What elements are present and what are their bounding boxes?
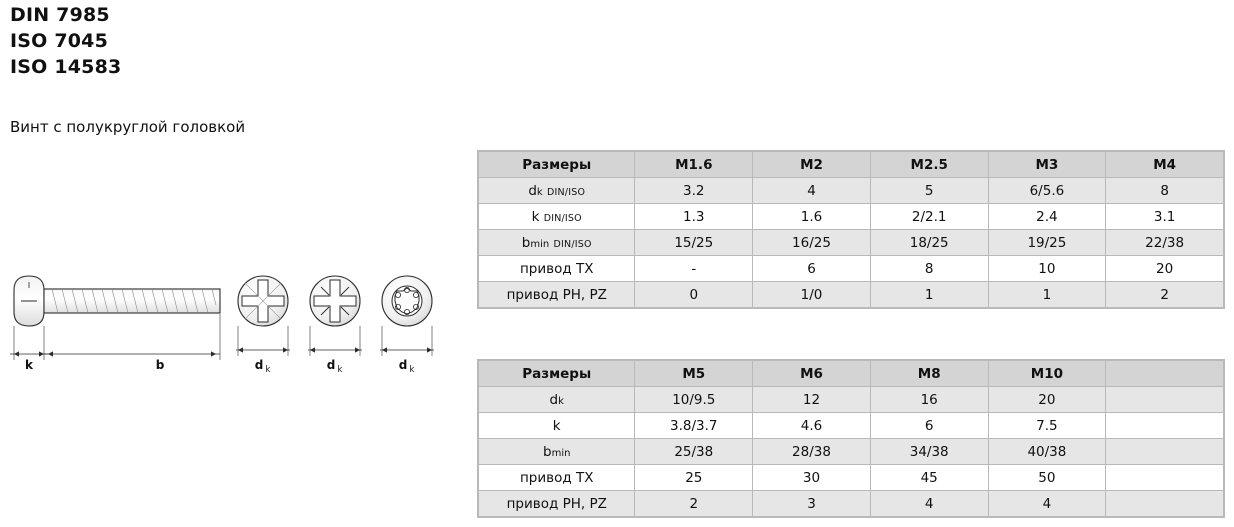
dimension-dk-sub-1: k [265, 365, 271, 375]
table-small [478, 151, 1224, 308]
row-label-k: k DIN/ISO [479, 204, 635, 230]
cell: 3.8/3.7 [635, 413, 753, 439]
cell: 34/38 [870, 439, 988, 465]
cell: 2.4 [988, 204, 1106, 230]
cell: 1.6 [753, 204, 871, 230]
cell: 15/25 [635, 230, 753, 256]
cell: 10/9.5 [635, 387, 753, 413]
cell: 45 [870, 465, 988, 491]
dimension-dk-sub-3: k [409, 365, 415, 375]
table-row [479, 387, 1224, 413]
dimension-dk-sub-2: k [337, 365, 343, 375]
col-header-0: Размеры [479, 361, 635, 387]
screw-side-view [10, 276, 220, 372]
cell: 6 [753, 256, 871, 282]
dimension-b-label: b [155, 358, 165, 372]
cell: 4 [753, 178, 871, 204]
cell: 5 [870, 178, 988, 204]
table-row [479, 413, 1224, 439]
cell: 4.6 [753, 413, 871, 439]
cell: 40/38 [988, 439, 1106, 465]
cell: 19/25 [988, 230, 1106, 256]
cell: 8 [870, 256, 988, 282]
table-row [479, 178, 1224, 204]
cell: 8 [1106, 178, 1224, 204]
table-row [479, 256, 1224, 282]
cell: 7.5 [988, 413, 1106, 439]
cell: 1 [988, 282, 1106, 308]
cell: 3.2 [635, 178, 753, 204]
cell-empty [1106, 439, 1224, 465]
cell: 30 [753, 465, 871, 491]
table-row [479, 491, 1224, 517]
product-subtitle: Винт с полукруглой головкой [10, 118, 246, 136]
table-row [479, 465, 1224, 491]
cell: - [635, 256, 753, 282]
col-header-4: M3 [988, 152, 1106, 178]
cell-empty [1106, 491, 1224, 517]
col-header-0: Размеры [479, 152, 635, 178]
col-header-4: M10 [988, 361, 1106, 387]
pz-drive-head [308, 276, 362, 375]
cell-empty [1106, 413, 1224, 439]
cell: 2/2.1 [870, 204, 988, 230]
col-header-1: M5 [635, 361, 753, 387]
row-label-phpz: привод PH, PZ [479, 491, 635, 517]
cell-empty [1106, 387, 1224, 413]
cell: 18/25 [870, 230, 988, 256]
col-header-2: M6 [753, 361, 871, 387]
row-label-k: k [479, 413, 635, 439]
cell: 16/25 [753, 230, 871, 256]
col-header-1: M1.6 [635, 152, 753, 178]
row-label-phpz: привод PH, PZ [479, 282, 635, 308]
cell: 10 [988, 256, 1106, 282]
table-row [479, 230, 1224, 256]
cell: 0 [635, 282, 753, 308]
table-row-header [479, 361, 1224, 387]
cell: 50 [988, 465, 1106, 491]
dimensions-table-small [477, 150, 1225, 309]
dimension-dk-label-2: d [326, 358, 336, 372]
row-label-dk: dk DIN/ISO [479, 178, 635, 204]
col-header-5-empty [1106, 361, 1224, 387]
dimension-dk-label-3: d [398, 358, 408, 372]
cell: 16 [870, 387, 988, 413]
cell: 3 [753, 491, 871, 517]
table-row-header [479, 152, 1224, 178]
dimension-dk-label-1: d [254, 358, 264, 372]
row-label-tx: привод TX [479, 465, 635, 491]
row-label-bmin: bmin [479, 439, 635, 465]
col-header-2: M2 [753, 152, 871, 178]
technical-drawing [0, 268, 460, 398]
table-row [479, 204, 1224, 230]
screw-drawing-svg [0, 268, 460, 398]
cell-empty [1106, 465, 1224, 491]
dimensions-table-large [477, 359, 1225, 518]
table-row [479, 439, 1224, 465]
cell: 2 [1106, 282, 1224, 308]
cell: 25 [635, 465, 753, 491]
dimension-k-label: k [25, 358, 33, 372]
tx-drive-head [380, 276, 434, 375]
cell: 4 [988, 491, 1106, 517]
cell: 25/38 [635, 439, 753, 465]
row-label-bmin: bmin DIN/ISO [479, 230, 635, 256]
row-label-tx: привод TX [479, 256, 635, 282]
table-row [479, 282, 1224, 308]
cell: 3.1 [1106, 204, 1224, 230]
standard-iso-7045: ISO 7045 [10, 30, 109, 52]
cell: 6 [870, 413, 988, 439]
cell: 1/0 [753, 282, 871, 308]
col-header-5: M4 [1106, 152, 1224, 178]
cell: 12 [753, 387, 871, 413]
table-large [478, 360, 1224, 517]
row-label-dk: dk [479, 387, 635, 413]
cell: 4 [870, 491, 988, 517]
ph-drive-head [236, 276, 290, 375]
cell: 2 [635, 491, 753, 517]
cell: 6/5.6 [988, 178, 1106, 204]
col-header-3: M8 [870, 361, 988, 387]
cell: 1.3 [635, 204, 753, 230]
col-header-3: M2.5 [870, 152, 988, 178]
cell: 28/38 [753, 439, 871, 465]
standard-iso-14583: ISO 14583 [10, 56, 122, 78]
cell: 22/38 [1106, 230, 1224, 256]
cell: 20 [1106, 256, 1224, 282]
standard-din-7985: DIN 7985 [10, 4, 110, 26]
standards-title-block [10, 2, 121, 80]
cell: 20 [988, 387, 1106, 413]
cell: 1 [870, 282, 988, 308]
